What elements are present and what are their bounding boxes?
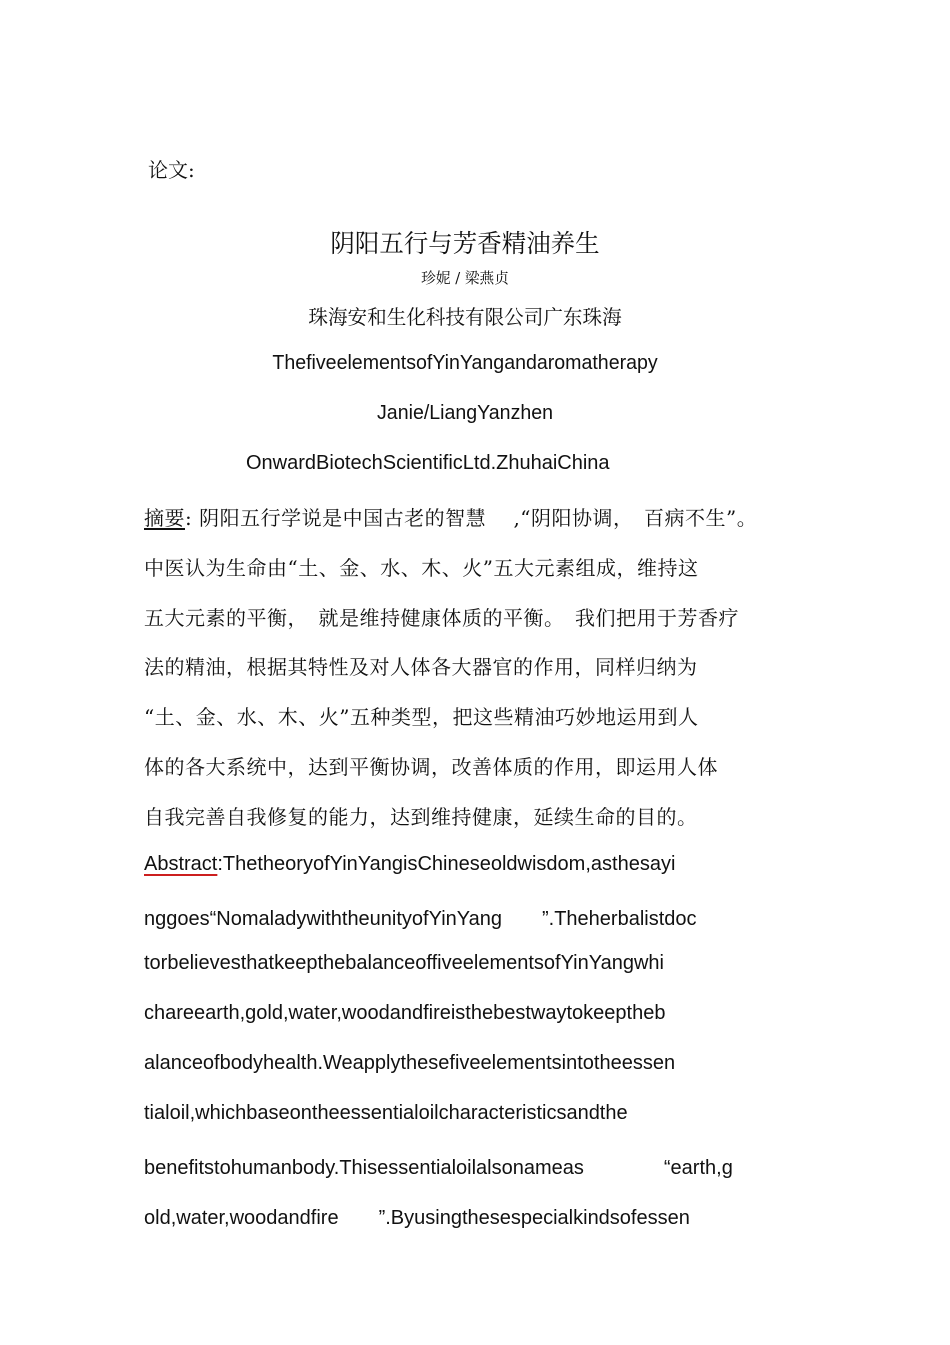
abstract-cn-line: 五大元素的平衡， 就是维持健康体质的平衡。 我们把用于芳香疗 bbox=[144, 606, 739, 630]
paper-title-cn: 阴阳五行与芳香精油养生 bbox=[330, 229, 600, 258]
abstract-en-line: benefitstohumanbody.Thisessentialoilalsonameas “earth,g bbox=[144, 1157, 733, 1179]
abstract-cn-line: 体的各大系统中，达到平衡协调，改善体质的作用，即运用人体 bbox=[144, 755, 718, 779]
paper-authors-cn: 珍妮 / 梁燕贞 bbox=[421, 269, 509, 287]
paper-label: 论文: bbox=[148, 158, 195, 182]
abstract-en-line bbox=[144, 853, 675, 876]
abstract-en-line: tialoil,whichbaseontheessentialoilcharacteristicsandthe bbox=[144, 1102, 628, 1124]
abstract-en-line: nggoes“NomaladywiththeunityofYinYang ”.Theherbalistdoc bbox=[144, 908, 697, 930]
abstract-cn-heading: 摘要 bbox=[144, 506, 185, 530]
abstract-cn-line bbox=[144, 502, 757, 531]
abstract-cn-text: : 阴阳五行学说是中国古老的智慧 ,“阴阳协调， 百病不生”。 bbox=[185, 506, 758, 530]
abstract-en-heading: Abstract bbox=[144, 853, 218, 875]
abstract-en-line: alanceofbodyhealth.Weapplythesefiveelementsintotheessen bbox=[144, 1052, 676, 1074]
abstract-en-line: old,water,woodandfire ”.Byusingthesespecialkindsofessen bbox=[144, 1207, 690, 1229]
paper-authors-en: Janie/LiangYanzhen bbox=[377, 402, 554, 424]
abstract-cn-line: 法的精油，根据其特性及对人体各大器官的作用，同样归纳为 bbox=[144, 655, 698, 679]
abstract-cn-line: 自我完善自我修复的能力，达到维持健康，延续生命的目的。 bbox=[144, 805, 698, 829]
paper-title-en: ThefiveelementsofYinYangandaromatherapy bbox=[272, 352, 658, 374]
abstract-en-line: torbelievesthatkeepthebalanceoffiveelementsofYinYangwhi bbox=[144, 952, 664, 974]
abstract-cn-line: “土、金、水、木、火”五种类型，把这些精油巧妙地运用到人 bbox=[144, 705, 699, 729]
abstract-en-line: chareearth,gold,water,woodandfireisthebestwaytokeeptheb bbox=[144, 1002, 666, 1024]
abstract-en-text: :ThetheoryofYinYangisChineseoldwisdom,asthesayi bbox=[217, 853, 676, 875]
paper-affiliation-cn: 珠海安和生化科技有限公司广东珠海 bbox=[308, 305, 622, 329]
paper-affiliation-en: OnwardBiotechScientificLtd.ZhuhaiChina bbox=[246, 452, 610, 474]
abstract-cn-line: 中医认为生命由“土、金、水、木、火”五大元素组成，维持这 bbox=[144, 556, 699, 580]
